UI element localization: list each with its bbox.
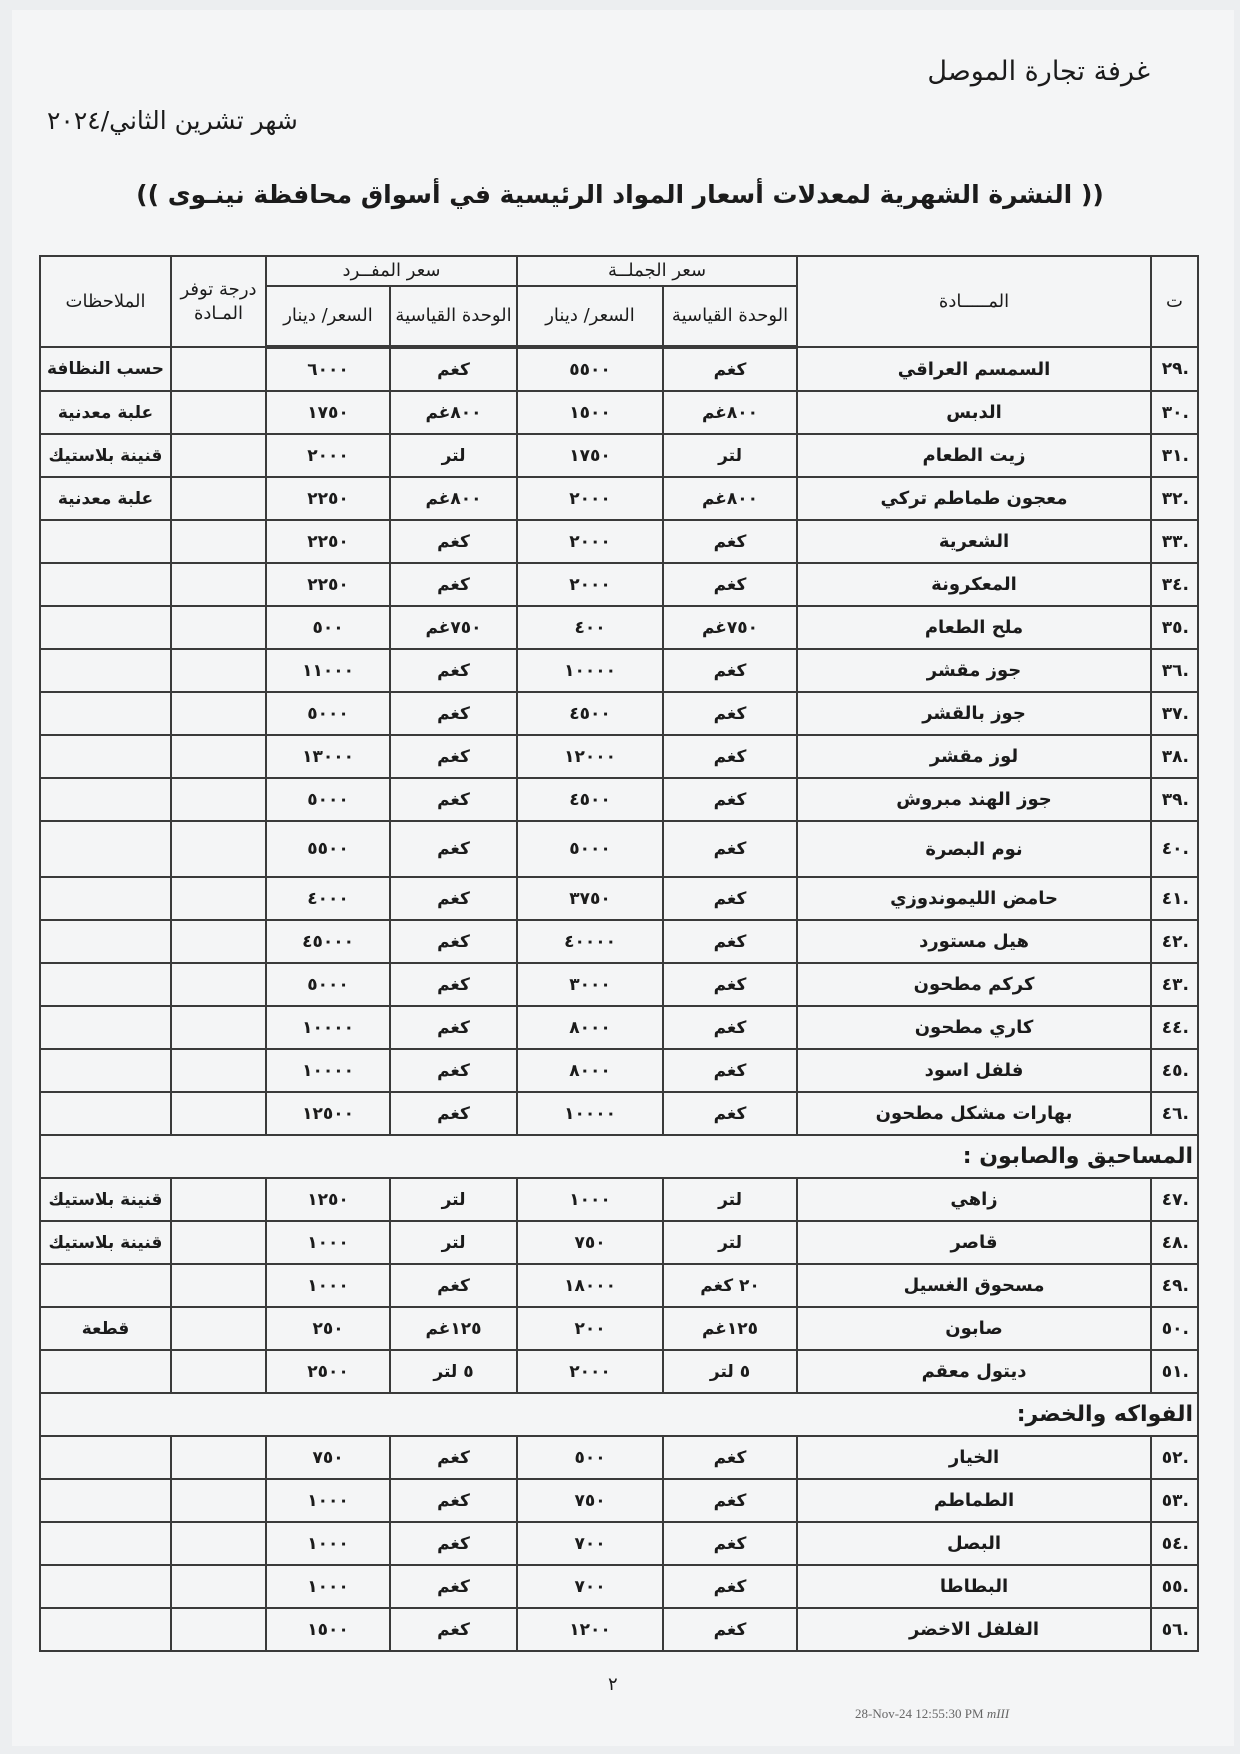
table-row xyxy=(40,1436,1198,1479)
retail-unit-cell: ٥ لتر xyxy=(390,1350,517,1393)
retail-price-cell: ٥٠٠٠ xyxy=(266,963,390,1006)
retail-price-cell: ١١٠٠٠ xyxy=(266,649,390,692)
retail-price-cell: ٧٥٠ xyxy=(266,1436,390,1479)
notes-cell xyxy=(40,877,171,920)
table-row xyxy=(40,563,1198,606)
wholesale-price-cell: ١٢٠٠ xyxy=(517,1608,663,1651)
availability-cell xyxy=(171,606,266,649)
notes-cell xyxy=(40,520,171,563)
wholesale-unit-cell: كغم xyxy=(663,1006,797,1049)
retail-unit-cell: كغم xyxy=(390,1479,517,1522)
item-name-cell: قاصر xyxy=(797,1221,1151,1264)
table-row xyxy=(40,1178,1198,1221)
wholesale-unit-cell: كغم xyxy=(663,520,797,563)
wholesale-price-cell: ١٨٠٠٠ xyxy=(517,1264,663,1307)
availability-cell xyxy=(171,1006,266,1049)
wholesale-price-cell: ٢٠٠٠ xyxy=(517,563,663,606)
retail-price-cell: ٥٠٠٠ xyxy=(266,778,390,821)
item-name-cell: حامض الليموندوزي xyxy=(797,877,1151,920)
notes-cell xyxy=(40,735,171,778)
wholesale-price-cell: ٢٠٠٠ xyxy=(517,477,663,520)
item-name-cell: الدبس xyxy=(797,391,1151,434)
item-name-cell: ديتول معقم xyxy=(797,1350,1151,1393)
availability-cell xyxy=(171,1608,266,1651)
header-wholesale: سعر الجملــة xyxy=(517,256,797,286)
notes-cell xyxy=(40,606,171,649)
notes-cell xyxy=(40,563,171,606)
availability-cell xyxy=(171,1178,266,1221)
table-row xyxy=(40,1479,1198,1522)
row-number-cell: .٤٤ xyxy=(1151,1006,1198,1049)
notes-cell: علبة معدنية xyxy=(40,391,171,434)
table-row xyxy=(40,1006,1198,1049)
retail-price-cell: ١٢٥٠ xyxy=(266,1178,390,1221)
row-number-cell: .٤٣ xyxy=(1151,963,1198,1006)
row-number-cell: .٣٠ xyxy=(1151,391,1198,434)
header-retail: سعر المفــرد xyxy=(266,256,517,286)
item-name-cell: جوز الهند مبروش xyxy=(797,778,1151,821)
availability-cell xyxy=(171,920,266,963)
row-number-cell: .٤٧ xyxy=(1151,1178,1198,1221)
wholesale-price-cell: ١٧٥٠ xyxy=(517,434,663,477)
table-row xyxy=(40,1264,1198,1307)
retail-unit-cell: كغم xyxy=(390,1608,517,1651)
row-number-cell: .٤٥ xyxy=(1151,1049,1198,1092)
availability-cell xyxy=(171,778,266,821)
retail-unit-cell: ٨٠٠غم xyxy=(390,477,517,520)
item-name-cell: البطاطا xyxy=(797,1565,1151,1608)
wholesale-price-cell: ٨٠٠٠ xyxy=(517,1049,663,1092)
wholesale-price-cell: ٧٠٠ xyxy=(517,1522,663,1565)
header-availability: درجة توفر المـادة xyxy=(171,256,266,347)
row-number-cell: .٥٥ xyxy=(1151,1565,1198,1608)
wholesale-unit-cell: ٢٠ كغم xyxy=(663,1264,797,1307)
row-number-cell: .٣٢ xyxy=(1151,477,1198,520)
availability-cell xyxy=(171,649,266,692)
wholesale-unit-cell: كغم xyxy=(663,877,797,920)
availability-cell xyxy=(171,821,266,877)
wholesale-price-cell: ٨٠٠٠ xyxy=(517,1006,663,1049)
row-number-cell: .٢٩ xyxy=(1151,347,1198,391)
scan-timestamp xyxy=(855,1706,1009,1722)
notes-cell: قنينة بلاستيك xyxy=(40,1221,171,1264)
header-retail-unit: الوحدة القياسية xyxy=(390,286,517,347)
retail-price-cell: ٦٠٠٠ xyxy=(266,347,390,391)
table-row xyxy=(40,1092,1198,1135)
wholesale-price-cell: ٢٠٠٠ xyxy=(517,520,663,563)
availability-cell xyxy=(171,1092,266,1135)
timestamp-text: 28-Nov-24 12:55:30 PM xyxy=(855,1706,984,1721)
retail-unit-cell: ١٢٥غم xyxy=(390,1307,517,1350)
retail-unit-cell: كغم xyxy=(390,1049,517,1092)
availability-cell xyxy=(171,1479,266,1522)
row-number-cell: .٥٠ xyxy=(1151,1307,1198,1350)
item-name-cell: فلفل اسود xyxy=(797,1049,1151,1092)
item-name-cell: الشعرية xyxy=(797,520,1151,563)
notes-cell: حسب النظافة xyxy=(40,347,171,391)
retail-price-cell: ٤٠٠٠ xyxy=(266,877,390,920)
wholesale-price-cell: ٣٧٥٠ xyxy=(517,877,663,920)
availability-cell xyxy=(171,1436,266,1479)
wholesale-unit-cell: كغم xyxy=(663,1522,797,1565)
item-name-cell: معجون طماطم تركي xyxy=(797,477,1151,520)
notes-cell xyxy=(40,1608,171,1651)
retail-unit-cell: كغم xyxy=(390,920,517,963)
notes-cell xyxy=(40,649,171,692)
wholesale-price-cell: ٤٥٠٠ xyxy=(517,692,663,735)
table-row xyxy=(40,877,1198,920)
table-row xyxy=(40,735,1198,778)
item-name-cell: الطماطم xyxy=(797,1479,1151,1522)
wholesale-unit-cell: لتر xyxy=(663,434,797,477)
notes-cell xyxy=(40,1092,171,1135)
row-number-cell: .٣٥ xyxy=(1151,606,1198,649)
row-number-cell: .٣١ xyxy=(1151,434,1198,477)
wholesale-price-cell: ١٥٠٠ xyxy=(517,391,663,434)
availability-cell xyxy=(171,1565,266,1608)
table-row xyxy=(40,692,1198,735)
retail-unit-cell: كغم xyxy=(390,778,517,821)
wholesale-price-cell: ١٠٠٠٠ xyxy=(517,1092,663,1135)
row-number-cell: .٣٦ xyxy=(1151,649,1198,692)
wholesale-unit-cell: كغم xyxy=(663,1436,797,1479)
report-title: (( النشرة الشهرية لمعدلات أسعار المواد الرئيسية في أسواق محافظة نينـوى )) xyxy=(136,180,1104,209)
retail-price-cell: ١٧٥٠ xyxy=(266,391,390,434)
section-row xyxy=(40,1135,1198,1178)
item-name-cell: المعكرونة xyxy=(797,563,1151,606)
row-number-cell: .٣٧ xyxy=(1151,692,1198,735)
wholesale-unit-cell: كغم xyxy=(663,1608,797,1651)
table-row xyxy=(40,434,1198,477)
table-row xyxy=(40,606,1198,649)
retail-unit-cell: ٧٥٠غم xyxy=(390,606,517,649)
retail-price-cell: ١٠٠٠ xyxy=(266,1565,390,1608)
notes-cell xyxy=(40,692,171,735)
row-number-cell: .٤٦ xyxy=(1151,1092,1198,1135)
retail-price-cell: ٢٥٠ xyxy=(266,1307,390,1350)
retail-unit-cell: كغم xyxy=(390,563,517,606)
notes-cell xyxy=(40,821,171,877)
retail-price-cell: ٢٢٥٠ xyxy=(266,520,390,563)
row-number-cell: .٥٢ xyxy=(1151,1436,1198,1479)
wholesale-unit-cell: كغم xyxy=(663,1092,797,1135)
wholesale-unit-cell: لتر xyxy=(663,1178,797,1221)
retail-unit-cell: كغم xyxy=(390,1092,517,1135)
item-name-cell: ملح الطعام xyxy=(797,606,1151,649)
wholesale-unit-cell: لتر xyxy=(663,1221,797,1264)
notes-cell xyxy=(40,778,171,821)
notes-cell xyxy=(40,1479,171,1522)
retail-price-cell: ١٠٠٠ xyxy=(266,1522,390,1565)
retail-unit-cell: كغم xyxy=(390,877,517,920)
wholesale-price-cell: ٢٠٠ xyxy=(517,1307,663,1350)
item-name-cell: مسحوق الغسيل xyxy=(797,1264,1151,1307)
retail-price-cell: ١٥٠٠ xyxy=(266,1608,390,1651)
availability-cell xyxy=(171,563,266,606)
row-number-cell: .٤٨ xyxy=(1151,1221,1198,1264)
wholesale-price-cell: ٤٥٠٠ xyxy=(517,778,663,821)
availability-cell xyxy=(171,692,266,735)
header-wholesale-price: السعر/ دينار xyxy=(517,286,663,347)
item-name-cell: كاري مطحون xyxy=(797,1006,1151,1049)
table-row xyxy=(40,649,1198,692)
notes-cell xyxy=(40,1049,171,1092)
wholesale-unit-cell: كغم xyxy=(663,1479,797,1522)
retail-unit-cell: كغم xyxy=(390,1264,517,1307)
retail-unit-cell: كغم xyxy=(390,692,517,735)
wholesale-unit-cell: كغم xyxy=(663,347,797,391)
wholesale-unit-cell: ٨٠٠غم xyxy=(663,391,797,434)
retail-price-cell: ٢٢٥٠ xyxy=(266,477,390,520)
item-name-cell: صابون xyxy=(797,1307,1151,1350)
availability-cell xyxy=(171,520,266,563)
retail-price-cell: ٢٥٠٠ xyxy=(266,1350,390,1393)
item-name-cell: جوز مقشر xyxy=(797,649,1151,692)
retail-price-cell: ٤٥٠٠٠ xyxy=(266,920,390,963)
availability-cell xyxy=(171,1221,266,1264)
availability-cell xyxy=(171,1264,266,1307)
retail-unit-cell: كغم xyxy=(390,1436,517,1479)
retail-price-cell: ١٠٠٠٠ xyxy=(266,1049,390,1092)
row-number-cell: .٥٤ xyxy=(1151,1522,1198,1565)
wholesale-unit-cell: كغم xyxy=(663,963,797,1006)
row-number-cell: .٣٣ xyxy=(1151,520,1198,563)
notes-cell xyxy=(40,1350,171,1393)
item-name-cell: زاهي xyxy=(797,1178,1151,1221)
price-table xyxy=(39,255,1199,1652)
notes-cell xyxy=(40,920,171,963)
item-name-cell: الخيار xyxy=(797,1436,1151,1479)
wholesale-unit-cell: كغم xyxy=(663,821,797,877)
wholesale-unit-cell: ٥ لتر xyxy=(663,1350,797,1393)
table-row xyxy=(40,778,1198,821)
table-row xyxy=(40,477,1198,520)
table-body xyxy=(40,347,1198,1651)
item-name-cell: نوم البصرة xyxy=(797,821,1151,877)
table-row xyxy=(40,520,1198,563)
wholesale-unit-cell: كغم xyxy=(663,649,797,692)
row-number-cell: .٤١ xyxy=(1151,877,1198,920)
availability-cell xyxy=(171,735,266,778)
item-name-cell: كركم مطحون xyxy=(797,963,1151,1006)
wholesale-unit-cell: ٨٠٠غم xyxy=(663,477,797,520)
retail-price-cell: ١٠٠٠ xyxy=(266,1479,390,1522)
wholesale-price-cell: ١٠٠٠ xyxy=(517,1178,663,1221)
item-name-cell: الفلفل الاخضر xyxy=(797,1608,1151,1651)
wholesale-price-cell: ٥٠٠٠ xyxy=(517,821,663,877)
row-number-cell: .٣٨ xyxy=(1151,735,1198,778)
table-row xyxy=(40,347,1198,391)
scan-mark: mIII xyxy=(986,1706,1010,1721)
section-row xyxy=(40,1393,1198,1436)
availability-cell xyxy=(171,391,266,434)
retail-unit-cell: كغم xyxy=(390,735,517,778)
row-number-cell: .٤٢ xyxy=(1151,920,1198,963)
section-title: الفواكه والخضر: xyxy=(40,1393,1198,1436)
item-name-cell: البصل xyxy=(797,1522,1151,1565)
table-row xyxy=(40,1608,1198,1651)
notes-cell: قطعة xyxy=(40,1307,171,1350)
availability-cell xyxy=(171,963,266,1006)
table-row xyxy=(40,1350,1198,1393)
wholesale-price-cell: ٤٠٠٠٠ xyxy=(517,920,663,963)
wholesale-unit-cell: كغم xyxy=(663,692,797,735)
row-number-cell: .٥٣ xyxy=(1151,1479,1198,1522)
item-name-cell: السمسم العراقي xyxy=(797,347,1151,391)
header-item: المـــــادة xyxy=(797,256,1151,347)
wholesale-price-cell: ١٠٠٠٠ xyxy=(517,649,663,692)
wholesale-price-cell: ٥٠٠ xyxy=(517,1436,663,1479)
table-row xyxy=(40,1522,1198,1565)
availability-cell xyxy=(171,1350,266,1393)
header-num: ت xyxy=(1151,256,1198,347)
notes-cell xyxy=(40,963,171,1006)
table-row xyxy=(40,1565,1198,1608)
row-number-cell: .٤٩ xyxy=(1151,1264,1198,1307)
organization-name: غرفة تجارة الموصل xyxy=(927,56,1150,87)
retail-unit-cell: لتر xyxy=(390,1221,517,1264)
wholesale-unit-cell: ٧٥٠غم xyxy=(663,606,797,649)
wholesale-unit-cell: كغم xyxy=(663,778,797,821)
retail-price-cell: ١٠٠٠ xyxy=(266,1264,390,1307)
retail-unit-cell: كغم xyxy=(390,1522,517,1565)
notes-cell xyxy=(40,1436,171,1479)
notes-cell xyxy=(40,1006,171,1049)
retail-unit-cell: كغم xyxy=(390,1565,517,1608)
availability-cell xyxy=(171,1522,266,1565)
header-wholesale-unit: الوحدة القياسية xyxy=(663,286,797,347)
table-row xyxy=(40,1307,1198,1350)
notes-cell xyxy=(40,1264,171,1307)
retail-price-cell: ١٠٠٠ xyxy=(266,1221,390,1264)
wholesale-price-cell: ٤٠٠ xyxy=(517,606,663,649)
item-name-cell: جوز بالقشر xyxy=(797,692,1151,735)
page-number: ٢ xyxy=(608,1674,618,1695)
retail-price-cell: ٥٠٠ xyxy=(266,606,390,649)
notes-cell: قنينة بلاستيك xyxy=(40,1178,171,1221)
row-number-cell: .٤٠ xyxy=(1151,821,1198,877)
table-row xyxy=(40,963,1198,1006)
wholesale-unit-cell: ١٢٥غم xyxy=(663,1307,797,1350)
availability-cell xyxy=(171,347,266,391)
retail-price-cell: ٢٢٥٠ xyxy=(266,563,390,606)
wholesale-price-cell: ٥٥٠٠ xyxy=(517,347,663,391)
wholesale-price-cell: ٧٥٠ xyxy=(517,1221,663,1264)
retail-unit-cell: كغم xyxy=(390,1006,517,1049)
item-name-cell: بهارات مشكل مطحون xyxy=(797,1092,1151,1135)
table-row xyxy=(40,391,1198,434)
retail-unit-cell: لتر xyxy=(390,434,517,477)
notes-cell: علبة معدنية xyxy=(40,477,171,520)
table-row xyxy=(40,821,1198,877)
wholesale-price-cell: ١٢٠٠٠ xyxy=(517,735,663,778)
table-row xyxy=(40,1049,1198,1092)
wholesale-unit-cell: كغم xyxy=(663,563,797,606)
section-title: المساحيق والصابون : xyxy=(40,1135,1198,1178)
header-notes: الملاحظات xyxy=(40,256,171,347)
wholesale-unit-cell: كغم xyxy=(663,735,797,778)
retail-unit-cell: كغم xyxy=(390,963,517,1006)
wholesale-unit-cell: كغم xyxy=(663,1049,797,1092)
row-number-cell: .٥٦ xyxy=(1151,1608,1198,1651)
retail-price-cell: ٢٠٠٠ xyxy=(266,434,390,477)
availability-cell xyxy=(171,877,266,920)
wholesale-price-cell: ٧٠٠ xyxy=(517,1565,663,1608)
retail-price-cell: ٥٥٠٠ xyxy=(266,821,390,877)
wholesale-unit-cell: كغم xyxy=(663,1565,797,1608)
notes-cell: قنينة بلاستيك xyxy=(40,434,171,477)
retail-unit-cell: كغم xyxy=(390,347,517,391)
retail-price-cell: ١٣٠٠٠ xyxy=(266,735,390,778)
wholesale-price-cell: ٣٠٠٠ xyxy=(517,963,663,1006)
retail-unit-cell: لتر xyxy=(390,1178,517,1221)
row-number-cell: .٣٩ xyxy=(1151,778,1198,821)
availability-cell xyxy=(171,1049,266,1092)
retail-unit-cell: كغم xyxy=(390,649,517,692)
table-row xyxy=(40,920,1198,963)
availability-cell xyxy=(171,434,266,477)
retail-price-cell: ١٢٥٠٠ xyxy=(266,1092,390,1135)
retail-price-cell: ١٠٠٠٠ xyxy=(266,1006,390,1049)
wholesale-price-cell: ٢٠٠٠ xyxy=(517,1350,663,1393)
retail-unit-cell: كغم xyxy=(390,520,517,563)
report-month: شهر تشرين الثاني/٢٠٢٤ xyxy=(47,106,298,135)
item-name-cell: هيل مستورد xyxy=(797,920,1151,963)
retail-price-cell: ٥٠٠٠ xyxy=(266,692,390,735)
table-row xyxy=(40,1221,1198,1264)
wholesale-unit-cell: كغم xyxy=(663,920,797,963)
row-number-cell: .٣٤ xyxy=(1151,563,1198,606)
retail-unit-cell: ٨٠٠غم xyxy=(390,391,517,434)
notes-cell xyxy=(40,1522,171,1565)
retail-unit-cell: كغم xyxy=(390,821,517,877)
item-name-cell: زيت الطعام xyxy=(797,434,1151,477)
row-number-cell: .٥١ xyxy=(1151,1350,1198,1393)
header-retail-price: السعر/ دينار xyxy=(266,286,390,347)
notes-cell xyxy=(40,1565,171,1608)
wholesale-price-cell: ٧٥٠ xyxy=(517,1479,663,1522)
item-name-cell: لوز مقشر xyxy=(797,735,1151,778)
availability-cell xyxy=(171,1307,266,1350)
availability-cell xyxy=(171,477,266,520)
